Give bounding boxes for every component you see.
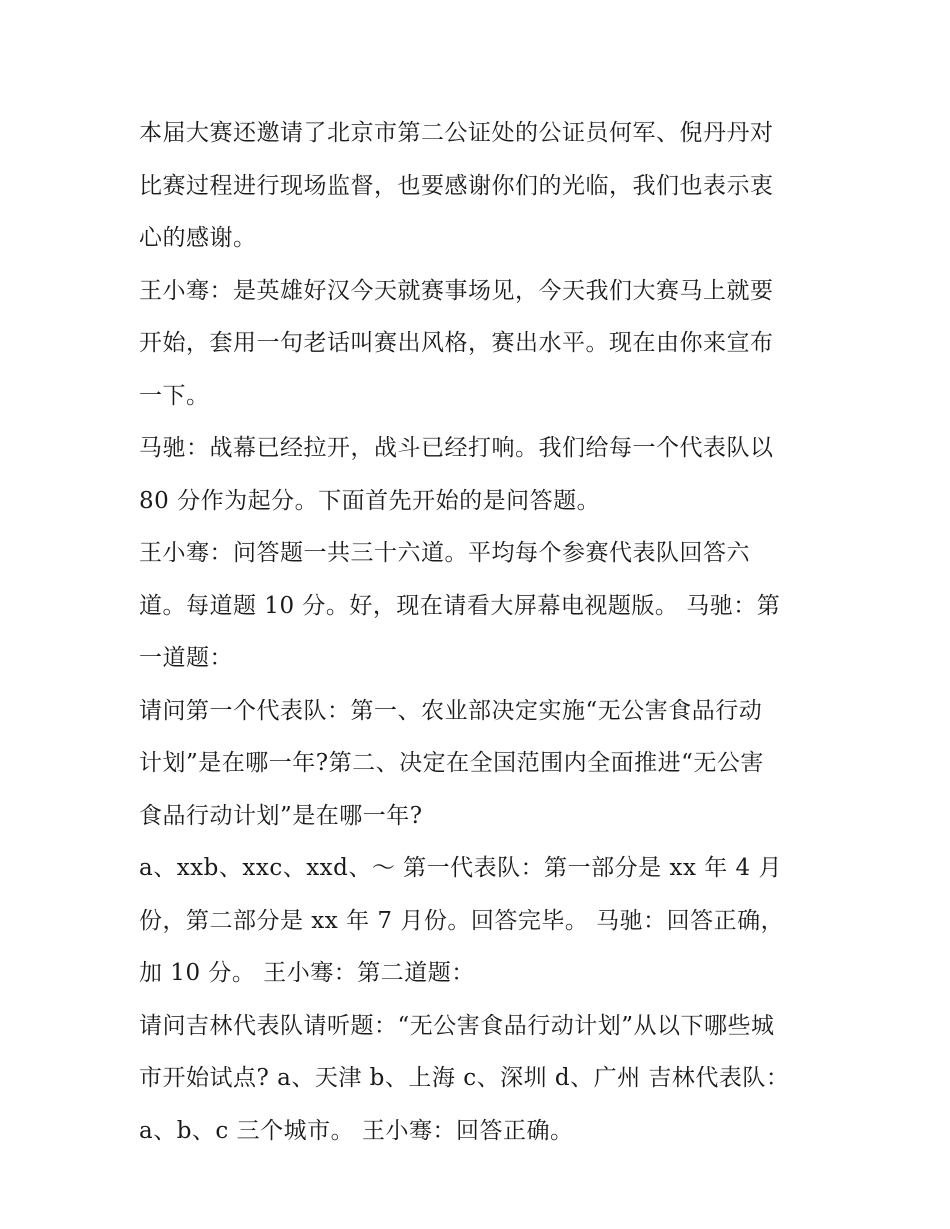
text-line: a、xxb、xxc、xxd、～ 第一代表队：第一部分是 xx 年 4 月	[139, 855, 782, 881]
text-line: 请问吉林代表队请听题：“无公害食品行动计划”从以下哪些城	[139, 1012, 775, 1039]
text-line: 比赛过程进行现场监督，也要感谢你们的光临，我们也表示衷	[139, 172, 774, 199]
text-line: 市开始试点? a、天津 b、上海 c、深圳 d、广州 吉林代表队：	[139, 1065, 790, 1091]
text-line: 心的感谢。	[139, 225, 257, 251]
document-body	[139, 107, 819, 1157]
text-line: 份，第二部分是 xx 年 7 月份。回答完毕。 马驰：回答正确，	[139, 907, 785, 934]
text-line: 加 10 分。 王小骞：第二道题：	[139, 960, 475, 986]
text-line: 请问第一个代表队：第一、农业部决定实施“无公害食品行动	[139, 697, 763, 724]
text-line: 本届大赛还邀请了北京市第二公证处的公证员何军、倪丹丹对	[139, 120, 774, 146]
text-line: 80 分作为起分。下面首先开始的是问答题。	[139, 487, 601, 514]
text-line: 开始，套用一句老话叫赛出风格，赛出水平。现在由你来宣布	[139, 330, 774, 356]
text-line: 王小骞：是英雄好汉今天就赛事场见，今天我们大赛马上就要	[139, 277, 774, 304]
text-line: 道。每道题 10 分。好，现在请看大屏幕电视题版。 马驰：第	[139, 592, 781, 619]
text-line: 王小骞：问答题一共三十六道。平均每个参赛代表队回答六	[139, 540, 750, 566]
text-line: 食品行动计划”是在哪一年?	[139, 802, 423, 829]
text-line: 计划”是在哪一年?第二、决定在全国范围内全面推进“无公害	[139, 750, 764, 776]
text-line: a、b、c 三个城市。 王小骞：回答正确。	[139, 1117, 574, 1144]
text-line: 马驰：战幕已经拉开，战斗已经打响。我们给每一个代表队以	[139, 435, 774, 461]
text-line: 一道题：	[139, 645, 233, 671]
text-line: 一下。	[139, 382, 210, 409]
